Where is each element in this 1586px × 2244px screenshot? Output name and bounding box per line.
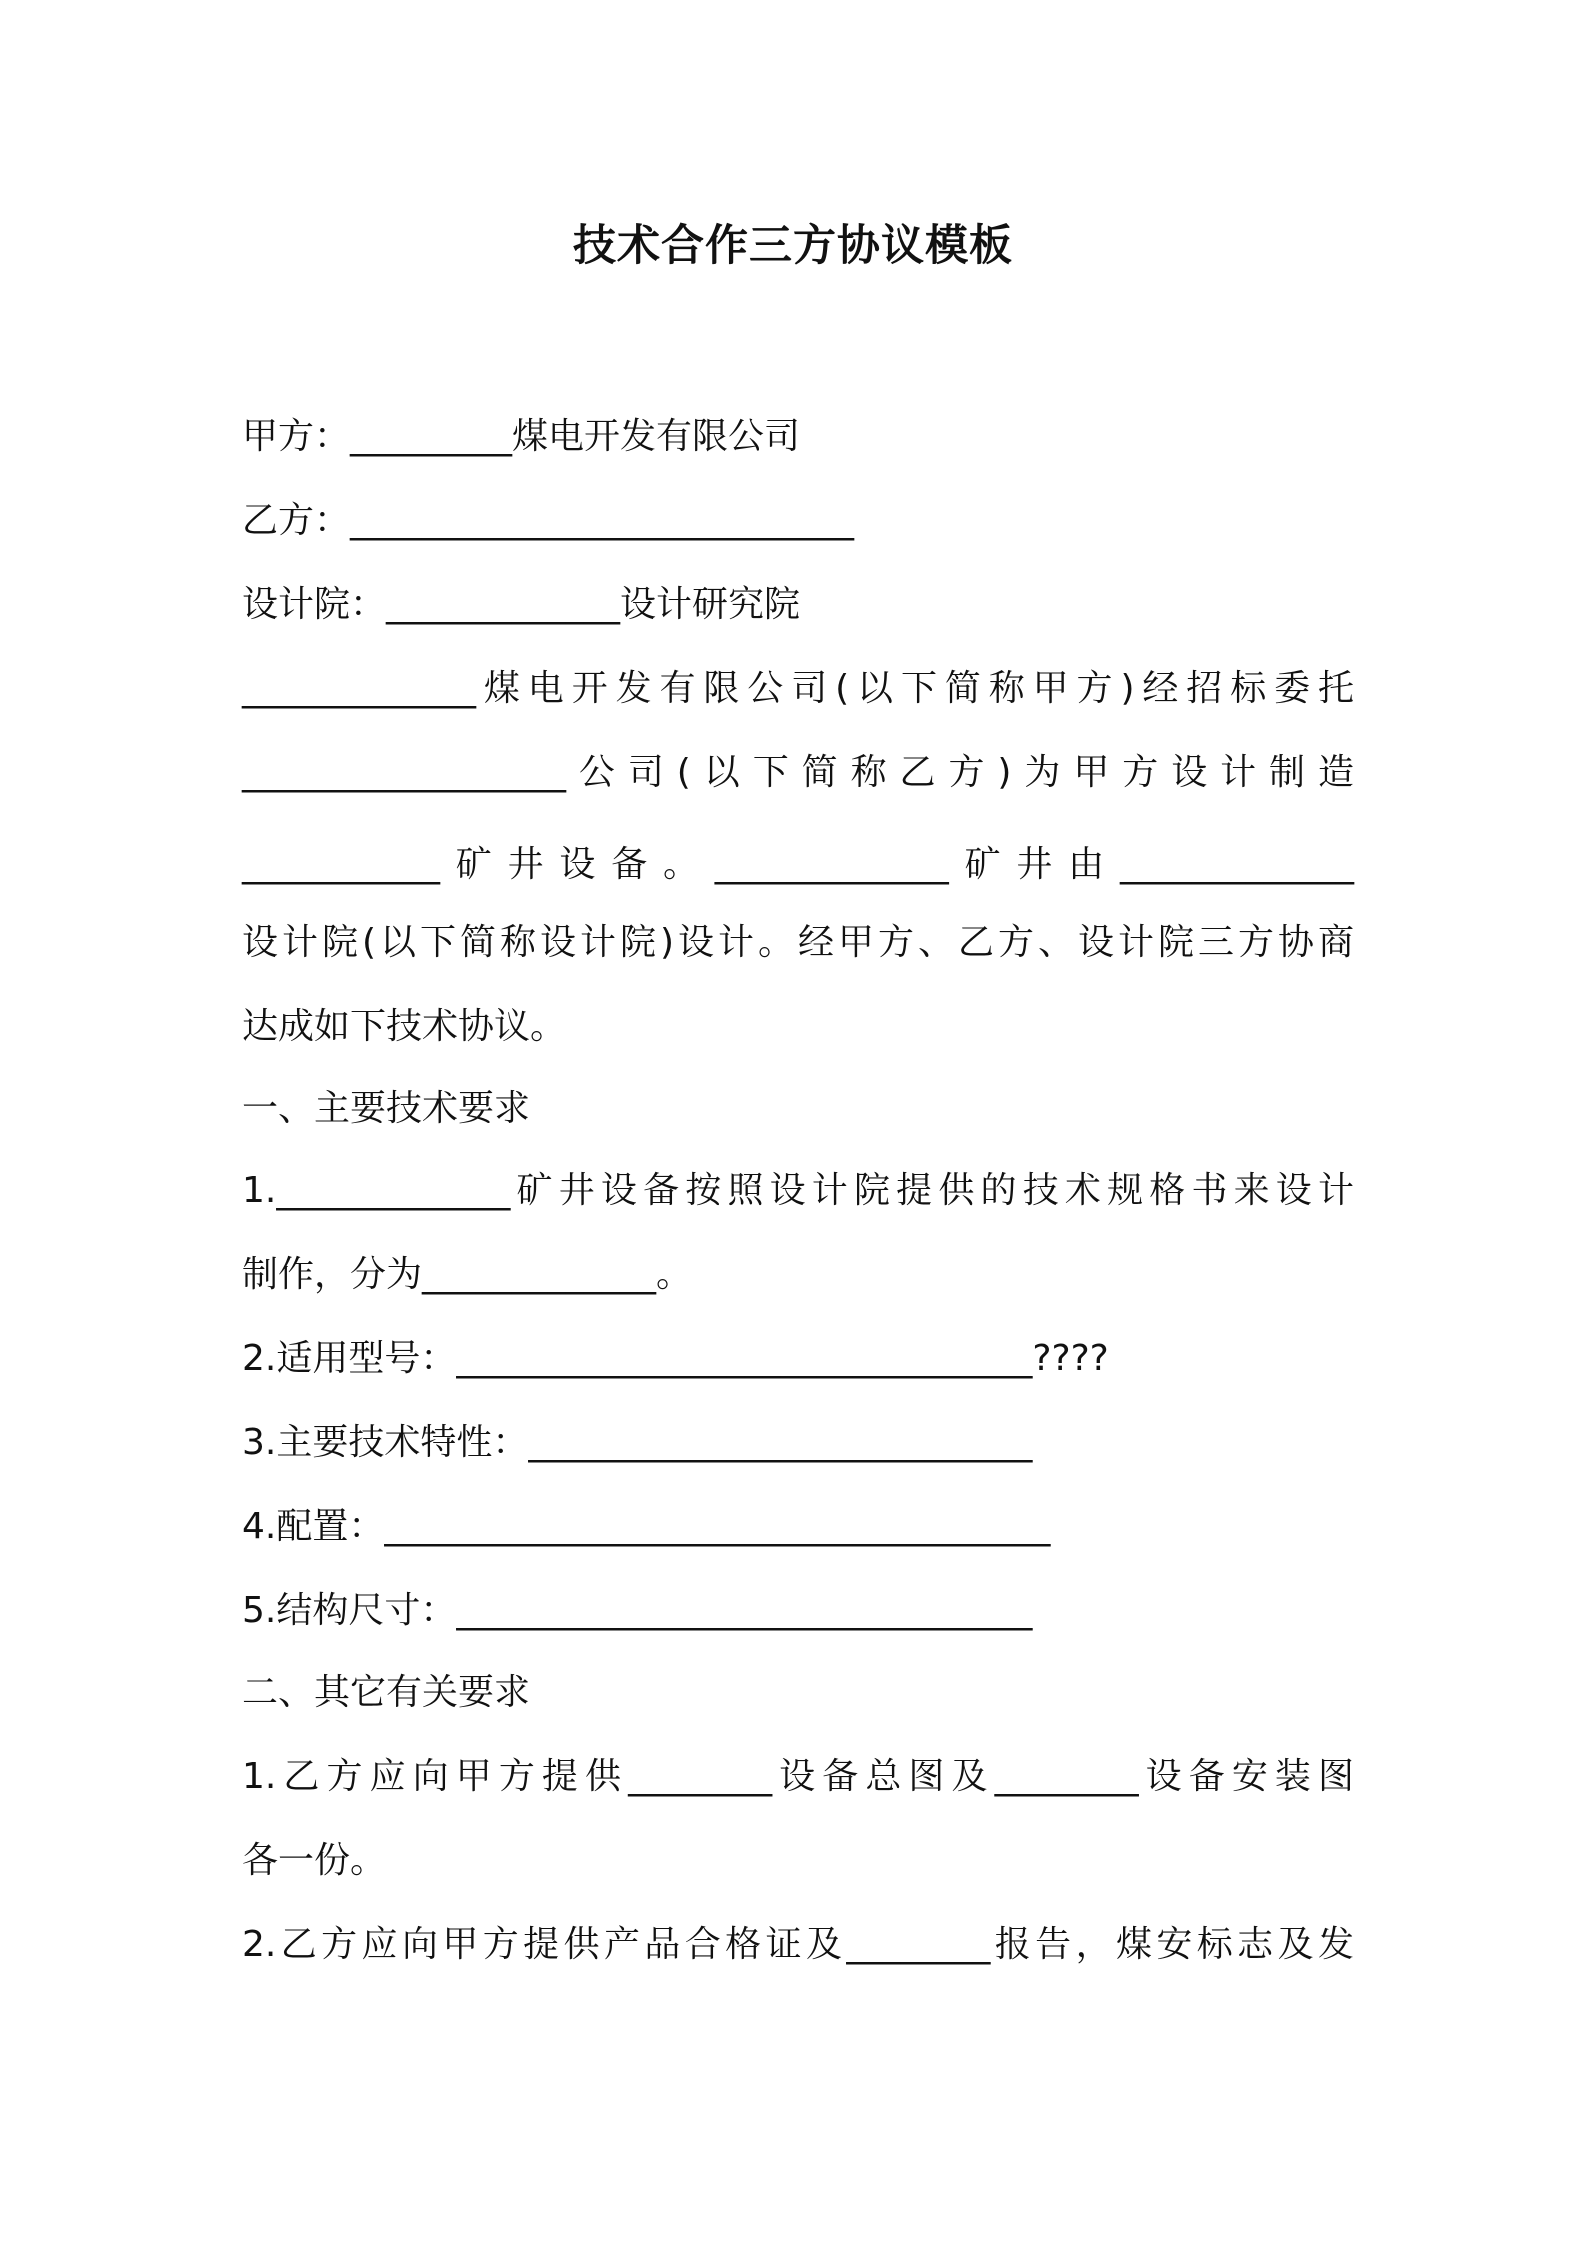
other-requirement-line: 2.乙方应向甲方提供产品合格证及________报告，煤安标志及发 [242, 1924, 1354, 1965]
requirement-item-line: 制作，分为_____________。 [242, 1254, 693, 1295]
intro-paragraph-line: _____________煤电开发有限公司(以下简称甲方)经招标委托 [242, 668, 1354, 709]
party-a-line: 甲方：_________煤电开发有限公司 [242, 416, 801, 457]
section-heading: 二、其它有关要求 [242, 1672, 531, 1713]
design-institute-line: 设计院：_____________设计研究院 [242, 584, 801, 625]
intro-paragraph-line: 设计院(以下简称设计院)设计。经甲方、乙方、设计院三方协商 [242, 922, 1354, 963]
requirement-item-line: 4.配置：_____________________________________ [242, 1506, 1051, 1547]
requirement-item-line: 2.适用型号：________________________________???? [242, 1338, 1109, 1379]
requirement-item-line: 5.结构尺寸：________________________________ [242, 1590, 1033, 1631]
requirement-item-line: 3.主要技术特性：____________________________ [242, 1422, 1033, 1463]
intro-paragraph-line: __________________公司(以下简称乙方)为甲方设计制造 [242, 752, 1354, 793]
party-b-line: 乙方：____________________________ [242, 500, 855, 541]
other-requirement-line: 1.乙方应向甲方提供________设备总图及________设备安装图 [242, 1756, 1354, 1797]
other-requirement-line: 各一份。 [242, 1840, 387, 1881]
section-heading: 一、主要技术要求 [242, 1088, 531, 1129]
intro-paragraph-line: 达成如下技术协议。 [242, 1006, 567, 1047]
intro-paragraph-line: ___________矿井设备。_____________矿井由_____________ [242, 844, 1354, 885]
document-title: 技术合作三方协议模板 [573, 221, 1013, 271]
requirement-item-line: 1._____________矿井设备按照设计院提供的技术规格书来设计 [242, 1170, 1354, 1211]
